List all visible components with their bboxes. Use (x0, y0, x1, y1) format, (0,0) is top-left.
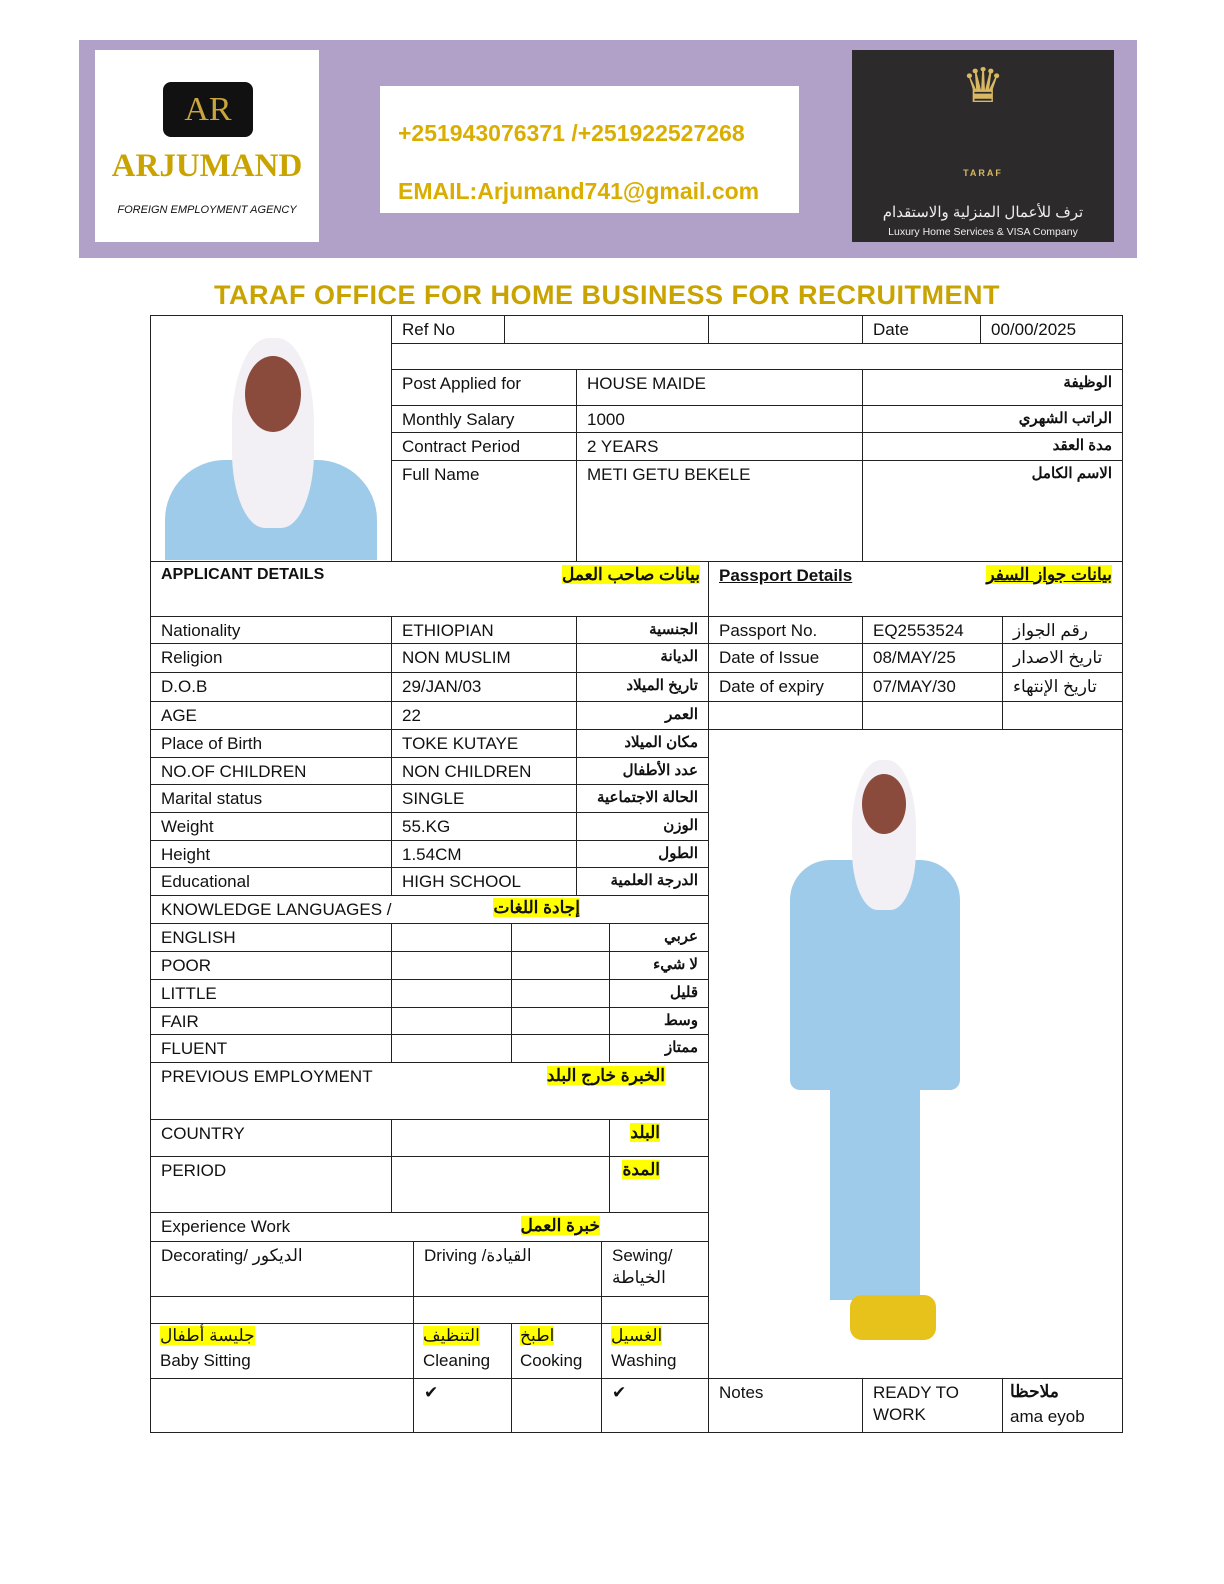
language-cell[interactable] (511, 1007, 610, 1035)
agency-name: ARJUMAND (111, 148, 303, 184)
cleaning-label-wrap (423, 1349, 513, 1373)
contract-label: Contract Period (391, 432, 577, 461)
applicant-title-ar: بيانات صاحب العمل (561, 565, 700, 584)
language-cell[interactable] (391, 923, 512, 952)
applicant-title: APPLICANT DETAILS (150, 561, 709, 617)
language-label: LITTLE (150, 979, 392, 1008)
cooking-label-wrap (520, 1349, 610, 1373)
passport-title: Passport Details (708, 561, 1123, 617)
ref-label: Ref No (391, 315, 505, 344)
taraf-name: TARAF (963, 168, 1003, 178)
applicant-label: Religion (150, 643, 392, 673)
language-cell[interactable] (511, 951, 610, 980)
cleaning-check: ✔ (413, 1378, 512, 1433)
language-label: POOR (150, 951, 392, 980)
language-ar: ممتاز (609, 1034, 709, 1063)
agency-tagline: FOREIGN EMPLOYMENT AGENCY (117, 204, 297, 216)
previous-title-ar-wrap (460, 1064, 665, 1088)
ar-monogram: AR (163, 82, 253, 137)
washing-ar-wrap (611, 1324, 691, 1348)
washing-label-wrap (611, 1349, 706, 1373)
applicant-ar: الوزن (576, 812, 709, 841)
notes-value: READY TO WORK (862, 1378, 1003, 1433)
language-label: ENGLISH (150, 923, 392, 952)
driving: Driving /القيادة (413, 1241, 602, 1297)
country-ar-wrap (560, 1121, 660, 1145)
passport-value: 08/MAY/25 (862, 643, 1003, 673)
ref-value[interactable] (504, 315, 709, 344)
ref-extra (708, 315, 863, 344)
applicant-value: NON CHILDREN (391, 757, 577, 785)
name-value: METI GETU BEKELE (576, 460, 863, 562)
cleaning-label: Cleaning (423, 1351, 491, 1370)
applicant-label: Place of Birth (150, 729, 392, 758)
date-value: 00/00/2025 (980, 315, 1123, 344)
applicant-value: 22 (391, 701, 577, 730)
baby-check (150, 1378, 414, 1433)
language-cell[interactable] (511, 923, 610, 952)
applicant-label: Educational (150, 867, 392, 896)
post-ar: الوظيفة (862, 369, 1123, 406)
applicant-ar: عدد الأطفال (576, 757, 709, 785)
previous-title: PREVIOUS EMPLOYMENT (150, 1062, 709, 1120)
passport-label: Date of Issue (708, 643, 863, 673)
cooking-label: Cooking (520, 1351, 583, 1370)
name-ar: الاسم الكامل (862, 460, 1123, 562)
language-cell[interactable] (391, 979, 512, 1008)
applicant-ar: الجنسية (576, 616, 709, 644)
applicant-ar: الديانة (576, 643, 709, 673)
taraf-tagline: Luxury Home Services & VISA Company (888, 226, 1078, 238)
applicant-title-ar-wrap (560, 563, 700, 587)
cleaning-ar: التنظيف (423, 1326, 480, 1345)
language-ar: عربي (609, 923, 709, 952)
country-ar: البلد (630, 1123, 660, 1142)
applicant-value: 29/JAN/03 (391, 672, 577, 702)
passport-label: Date of expiry (708, 672, 863, 702)
applicant-label: NO.OF CHILDREN (150, 757, 392, 785)
salary-ar: الراتب الشهري (862, 405, 1123, 433)
notes-agent: ama eyob (1010, 1407, 1085, 1426)
language-cell[interactable] (511, 1034, 610, 1063)
applicant-ar: العمر (576, 701, 709, 730)
passport-title-ar-wrap (900, 563, 1112, 587)
washing-label: Washing (611, 1351, 677, 1370)
languages-title: KNOWLEDGE LANGUAGES / (150, 895, 709, 924)
contact-box (380, 86, 799, 213)
applicant-label: AGE (150, 701, 392, 730)
cooking-ar-wrap (520, 1324, 600, 1348)
applicant-label: Nationality (150, 616, 392, 644)
language-cell[interactable] (511, 979, 610, 1008)
baby-label: Baby Sitting (160, 1351, 251, 1370)
passport-label (708, 701, 863, 730)
period-ar: المدة (622, 1160, 660, 1179)
page-title: TARAF OFFICE FOR HOME BUSINESS FOR RECRUITMENT (214, 280, 1000, 310)
passport-ar: رقم الجواز (1002, 616, 1123, 644)
applicant-ar: الطول (576, 840, 709, 868)
passport-value (862, 701, 1003, 730)
salary-label: Monthly Salary (391, 405, 577, 433)
language-cell[interactable] (391, 1007, 512, 1035)
applicant-ar: الدرجة العلمية (576, 867, 709, 896)
taraf-arabic: ترف للأعمال المنزلية والاستقدام (882, 204, 1084, 221)
contract-value: 2 YEARS (576, 432, 863, 461)
sewing: Sewing/ الخياطة (601, 1241, 709, 1297)
passport-label: Passport No. (708, 616, 863, 644)
applicant-value: SINGLE (391, 784, 577, 813)
phone-numbers: +251943076371 /+251922527268 (398, 120, 745, 146)
crown-icon: ♛ (961, 60, 1005, 113)
previous-title-ar: الخبرة خارج البلد (546, 1066, 665, 1085)
applicant-ar: الحالة الاجتماعية (576, 784, 709, 813)
washing-check: ✔ (601, 1378, 709, 1433)
applicant-label: Weight (150, 812, 392, 841)
blank-exp-2 (413, 1296, 602, 1324)
experience-title-ar: خبرة العمل (520, 1216, 600, 1235)
applicant-label: D.O.B (150, 672, 392, 702)
baby-label-wrap (160, 1349, 360, 1373)
applicant-value: TOKE KUTAYE (391, 729, 577, 758)
applicant-full-body-photo (790, 740, 960, 1345)
applicant-value: NON MUSLIM (391, 643, 577, 673)
language-ar: قليل (609, 979, 709, 1008)
salary-value: 1000 (576, 405, 863, 433)
passport-value: EQ2553524 (862, 616, 1003, 644)
passport-ar: تاريخ الإنتهاء (1002, 672, 1123, 702)
notes-agent-wrap (1010, 1405, 1120, 1429)
cooking-ar: اطبخ (520, 1326, 555, 1345)
applicant-label: Marital status (150, 784, 392, 813)
baby-ar: جليسة أطفال (160, 1326, 255, 1345)
cooking-check (511, 1378, 602, 1433)
taraf-logo (852, 50, 1114, 242)
blank-exp-1 (150, 1296, 414, 1324)
passport-title-ar: بيانات جواز السفر (986, 565, 1112, 584)
language-label: FAIR (150, 1007, 392, 1035)
applicant-value: 55.KG (391, 812, 577, 841)
applicant-value: ETHIOPIAN (391, 616, 577, 644)
period-ar-wrap (560, 1158, 660, 1182)
name-label: Full Name (391, 460, 577, 562)
passport-ar (1002, 701, 1123, 730)
experience-title-ar-wrap (440, 1214, 600, 1238)
country-label: COUNTRY (150, 1119, 392, 1157)
applicant-portrait-photo (160, 320, 382, 560)
applicant-ar: تاريخ الميلاد (576, 672, 709, 702)
washing-ar: الغسيل (611, 1326, 663, 1345)
applicant-ar: مكان الميلاد (576, 729, 709, 758)
contract-ar: مدة العقد (862, 432, 1123, 461)
language-ar: وسط (609, 1007, 709, 1035)
blank-exp-3 (601, 1296, 709, 1324)
baby-ar-wrap (160, 1324, 280, 1348)
language-cell[interactable] (391, 1034, 512, 1063)
notes-ar-wrap (1010, 1380, 1120, 1404)
blank-row (391, 343, 1123, 370)
cleaning-ar-wrap (423, 1324, 503, 1348)
notes-label: Notes (708, 1378, 863, 1433)
period-label: PERIOD (150, 1156, 392, 1213)
decorating: Decorating/ الديكور (150, 1241, 414, 1297)
post-label: Post Applied for (391, 369, 577, 406)
passport-value: 07/MAY/30 (862, 672, 1003, 702)
language-label: FLUENT (150, 1034, 392, 1063)
arjumand-logo (95, 50, 319, 242)
languages-title-ar-wrap (420, 896, 580, 920)
applicant-value: 1.54CM (391, 840, 577, 868)
applicant-value: HIGH SCHOOL (391, 867, 577, 896)
languages-title-ar: إجادة اللغات (493, 898, 580, 917)
applicant-label: Height (150, 840, 392, 868)
date-label: Date (862, 315, 981, 344)
experience-title: Experience Work (150, 1212, 709, 1242)
post-value: HOUSE MAIDE (576, 369, 863, 406)
passport-ar: تاريخ الاصدار (1002, 643, 1123, 673)
language-ar: لا شيء (609, 951, 709, 980)
email: EMAIL:Arjumand741@gmail.com (398, 178, 760, 204)
language-cell[interactable] (391, 951, 512, 980)
notes-ar: ملاحظا (1010, 1382, 1059, 1401)
